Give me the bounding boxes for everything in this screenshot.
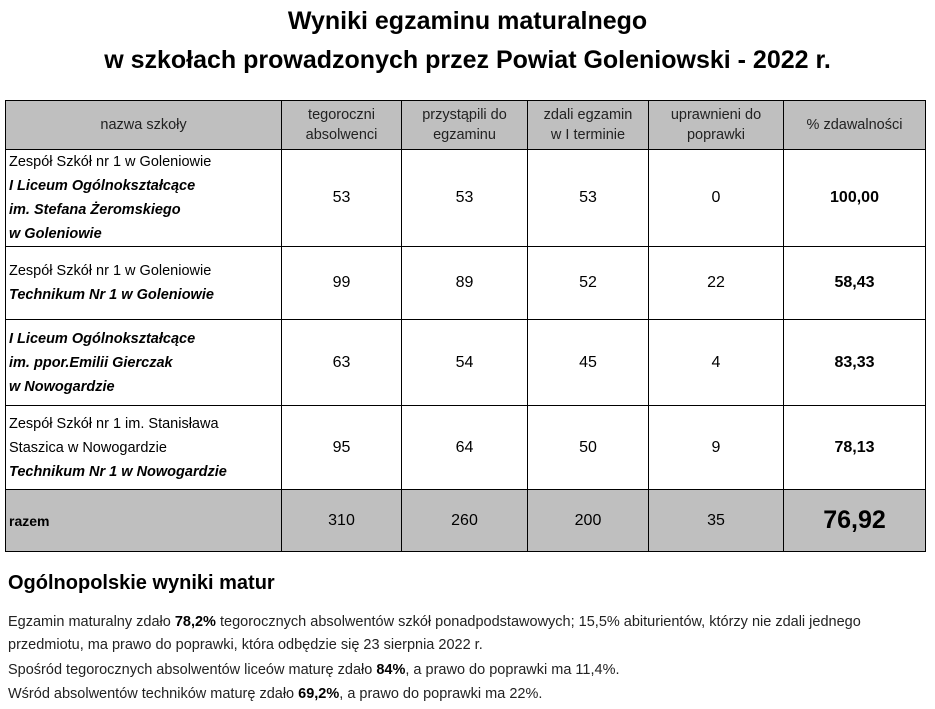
school-name (6, 247, 282, 320)
retake-cell: 0 (649, 150, 784, 247)
pass-rate-cell: 100,00 (784, 150, 926, 247)
school-name-line: I Liceum Ogólnokształcące (9, 330, 196, 347)
retake-cell: 22 (649, 247, 784, 320)
retake-cell: 9 (649, 406, 784, 490)
total-retake: 35 (649, 490, 784, 552)
school-name-line: Technikum Nr 1 w Goleniowie (9, 287, 214, 303)
total-pass-rate: 76,92 (784, 490, 926, 552)
table-row (6, 320, 926, 406)
page-title-line-2: w szkołach prowadzonych przez Powiat Goleniowski - 2022 r. (104, 46, 831, 74)
graduates-cell: 95 (282, 406, 402, 490)
results-table (5, 100, 926, 552)
passed-cell: 45 (528, 320, 649, 406)
school-name (6, 320, 282, 406)
table-row (6, 150, 926, 247)
national-paragraph-1: Egzamin maturalny zdało 78,2% tegorocznych absolwentów szkół ponadpodstawowych; 15,5% abiturientów, którzy nie zdali jednego przedmiotu, ma prawo do poprawki, która odbędzie się 23 sierpnia 2022 r. (8, 614, 861, 653)
school-name-line: I Liceum Ogólnokształcące (9, 178, 196, 194)
school-name-line: Zespół Szkół nr 1 im. Stanisława (9, 415, 219, 432)
took-exam-cell: 64 (402, 406, 528, 490)
total-graduates: 310 (282, 490, 402, 552)
school-name-line: Zespół Szkół nr 1 w Goleniowie (9, 263, 212, 279)
passed-cell: 52 (528, 247, 649, 320)
header-graduates: tegoroczni absolwenci (282, 101, 402, 150)
total-passed: 200 (528, 490, 649, 552)
header-retake: uprawnieni do poprawki (649, 101, 784, 150)
header-pass-rate: % zdawalności (784, 101, 926, 150)
national-paragraph-3: Wśród absolwentów techników maturę zdało 69,2%, a prawo do poprawki ma 22%. (8, 686, 543, 702)
graduates-cell: 53 (282, 150, 402, 247)
national-results-heading: Ogólnopolskie wyniki matur (8, 572, 275, 594)
total-took: 260 (402, 490, 528, 552)
school-name-line: im. Stefana Żeromskiego (9, 202, 181, 218)
passed-cell: 50 (528, 406, 649, 490)
pass-rate-cell: 83,33 (784, 320, 926, 406)
school-name-line: w Nowogardzie (9, 378, 115, 395)
table-row (6, 247, 926, 320)
graduates-cell: 63 (282, 320, 402, 406)
school-name (6, 406, 282, 490)
school-name-line: Technikum Nr 1 w Nowogardzie (9, 463, 227, 480)
school-name-line: w Goleniowie (9, 226, 102, 242)
took-exam-cell: 89 (402, 247, 528, 320)
pass-rate-cell: 58,43 (784, 247, 926, 320)
table-row (6, 406, 926, 490)
school-name-line: Zespół Szkół nr 1 w Goleniowie (9, 154, 212, 170)
passed-cell: 53 (528, 150, 649, 247)
school-name-line: im. ppor.Emilii Gierczak (9, 354, 173, 371)
graduates-cell: 99 (282, 247, 402, 320)
total-row (6, 490, 926, 552)
school-name-line: Staszica w Nowogardzie (9, 439, 167, 456)
header-took-exam: przystąpili do egzaminu (402, 101, 528, 150)
total-label: razem (6, 490, 282, 552)
national-paragraph-2: Spośród tegorocznych absolwentów liceów maturę zdało 84%, a prawo do poprawki ma 11,4%. (8, 662, 620, 678)
page-title-line-1: Wyniki egzaminu maturalnego (287, 7, 648, 35)
took-exam-cell: 54 (402, 320, 528, 406)
header-passed: zdali egzamin w I terminie (528, 101, 649, 150)
school-name (6, 150, 282, 247)
pass-rate-cell: 78,13 (784, 406, 926, 490)
header-school-name: nazwa szkoły (6, 101, 282, 150)
took-exam-cell: 53 (402, 150, 528, 247)
retake-cell: 4 (649, 320, 784, 406)
